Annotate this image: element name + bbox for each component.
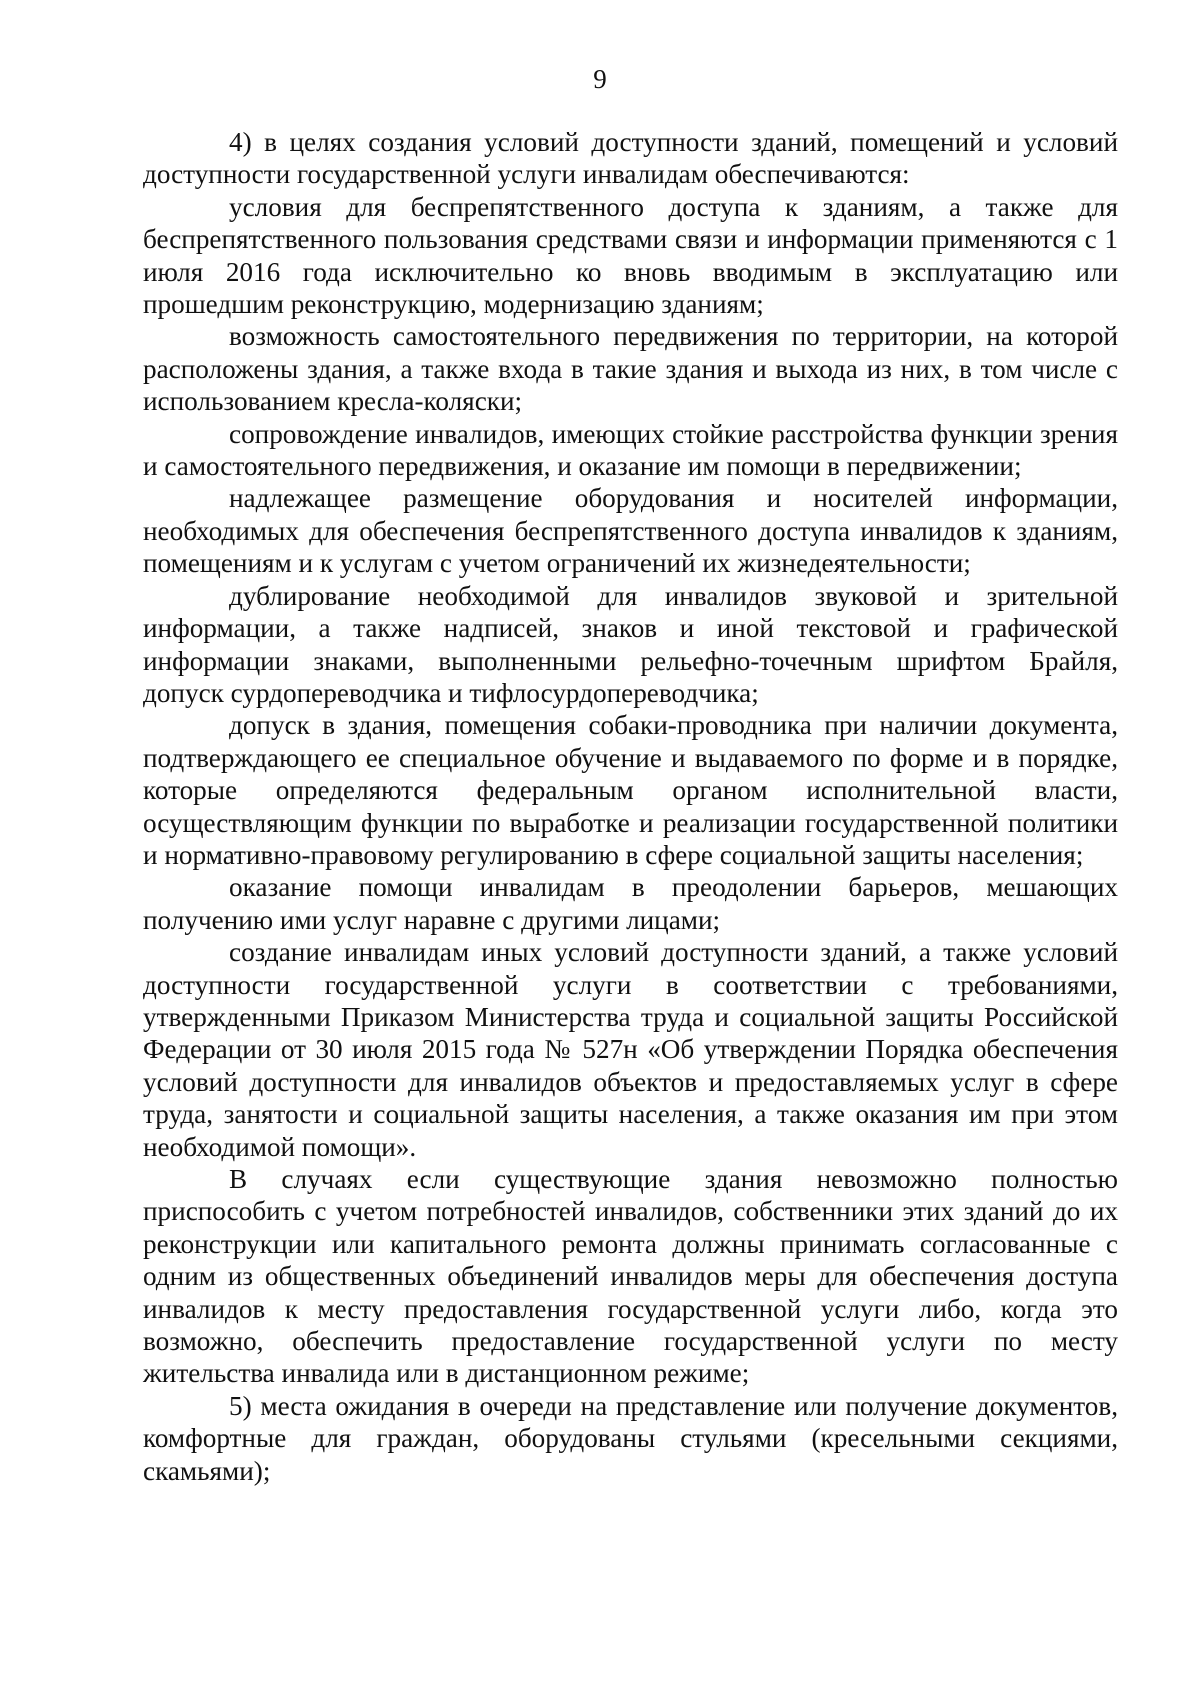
paragraph-other-accessibility-conditions: создание инвалидам иных условий доступности зданий, а также условий доступности государственной услуги в соответствии с требованиями, утвержденными Приказом Министерства труда и социальной защиты Российской Федерации от 30 июля 2015 года № 527н «Об утверждении Порядка обеспечения условий доступности для инвалидов объектов и предоставляемых услуг в сфере труда, занятости и социальной защиты населения, а также оказания им при этом необходимой помощи».	[143, 937, 1118, 1162]
paragraph-existing-buildings: В случаях если существующие здания невозможно полностью приспособить с учетом потребностей инвалидов, собственники этих зданий до их реконструкции или капитального ремонта должны принимать согласованные с одним из общественных объединений инвалидов меры для обеспечения доступа инвалидов к месту предоставления государственной услуги либо, когда это возможно, обеспечить предоставление государственной услуги по месту жительства инвалида или в дистанционном режиме;	[143, 1164, 1118, 1389]
paragraph-escort-of-disabled: сопровождение инвалидов, имеющих стойкие расстройства функции зрения и самостоятельного передвижения, и оказание им помощи в передвижении;	[143, 418, 1118, 482]
paragraph-guide-dog-admission: допуск в здания, помещения собаки-проводника при наличии документа, подтверждающего ее специальное обучение и выдаваемого по форме и в порядке, которые определяются федеральным органом исполнительной власти, осуществляющим функции по выработке и реализации государственной политики и нормативно-правовому регулированию в сфере социальной защиты населения;	[143, 710, 1118, 870]
paragraph-independent-movement: возможность самостоятельного передвижения по территории, на которой расположены здания, а также входа в такие здания и выхода из них, в том числе с использованием кресла-коляски;	[143, 321, 1118, 417]
paragraph-barrier-assistance: оказание помощи инвалидам в преодолении барьеров, мешающих получению ими услуг наравне с другими лицами;	[143, 872, 1118, 935]
paragraph-item-4: 4) в целях создания условий доступности зданий, помещений и условий доступности государственной услуги инвалидам обеспечиваются:	[143, 127, 1118, 190]
paragraph-equipment-placement: надлежащее размещение оборудования и носителей информации, необходимых для обеспечения беспрепятственного доступа инвалидов к зданиям, помещениям и к услугам с учетом ограничений их жизнедеятельности;	[143, 483, 1118, 579]
paragraph-building-access-conditions: условия для беспрепятственного доступа к зданиям, а также для беспрепятственного пользования средствами связи и информации применяются с 1 июля 2016 года исключительно ко вновь вводимым в эксплуатацию или прошедшим реконструкцию, модернизацию зданиям;	[143, 191, 1118, 320]
document-body	[143, 126, 1118, 1487]
paragraph-information-duplication: дублирование необходимой для инвалидов звуковой и зрительной информации, а также надписей, знаков и иной текстовой и графической информации знаками, выполненными рельефно-точечным шрифтом Брайля, допуск сурдопереводчика и тифлосурдопереводчика;	[143, 580, 1118, 708]
page-number: 9	[593, 64, 607, 94]
paragraph-item-5: 5) места ожидания в очереди на представление или получение документов, комфортные для граждан, оборудованы стульями (кресельными секциями, скамьями);	[143, 1390, 1118, 1486]
